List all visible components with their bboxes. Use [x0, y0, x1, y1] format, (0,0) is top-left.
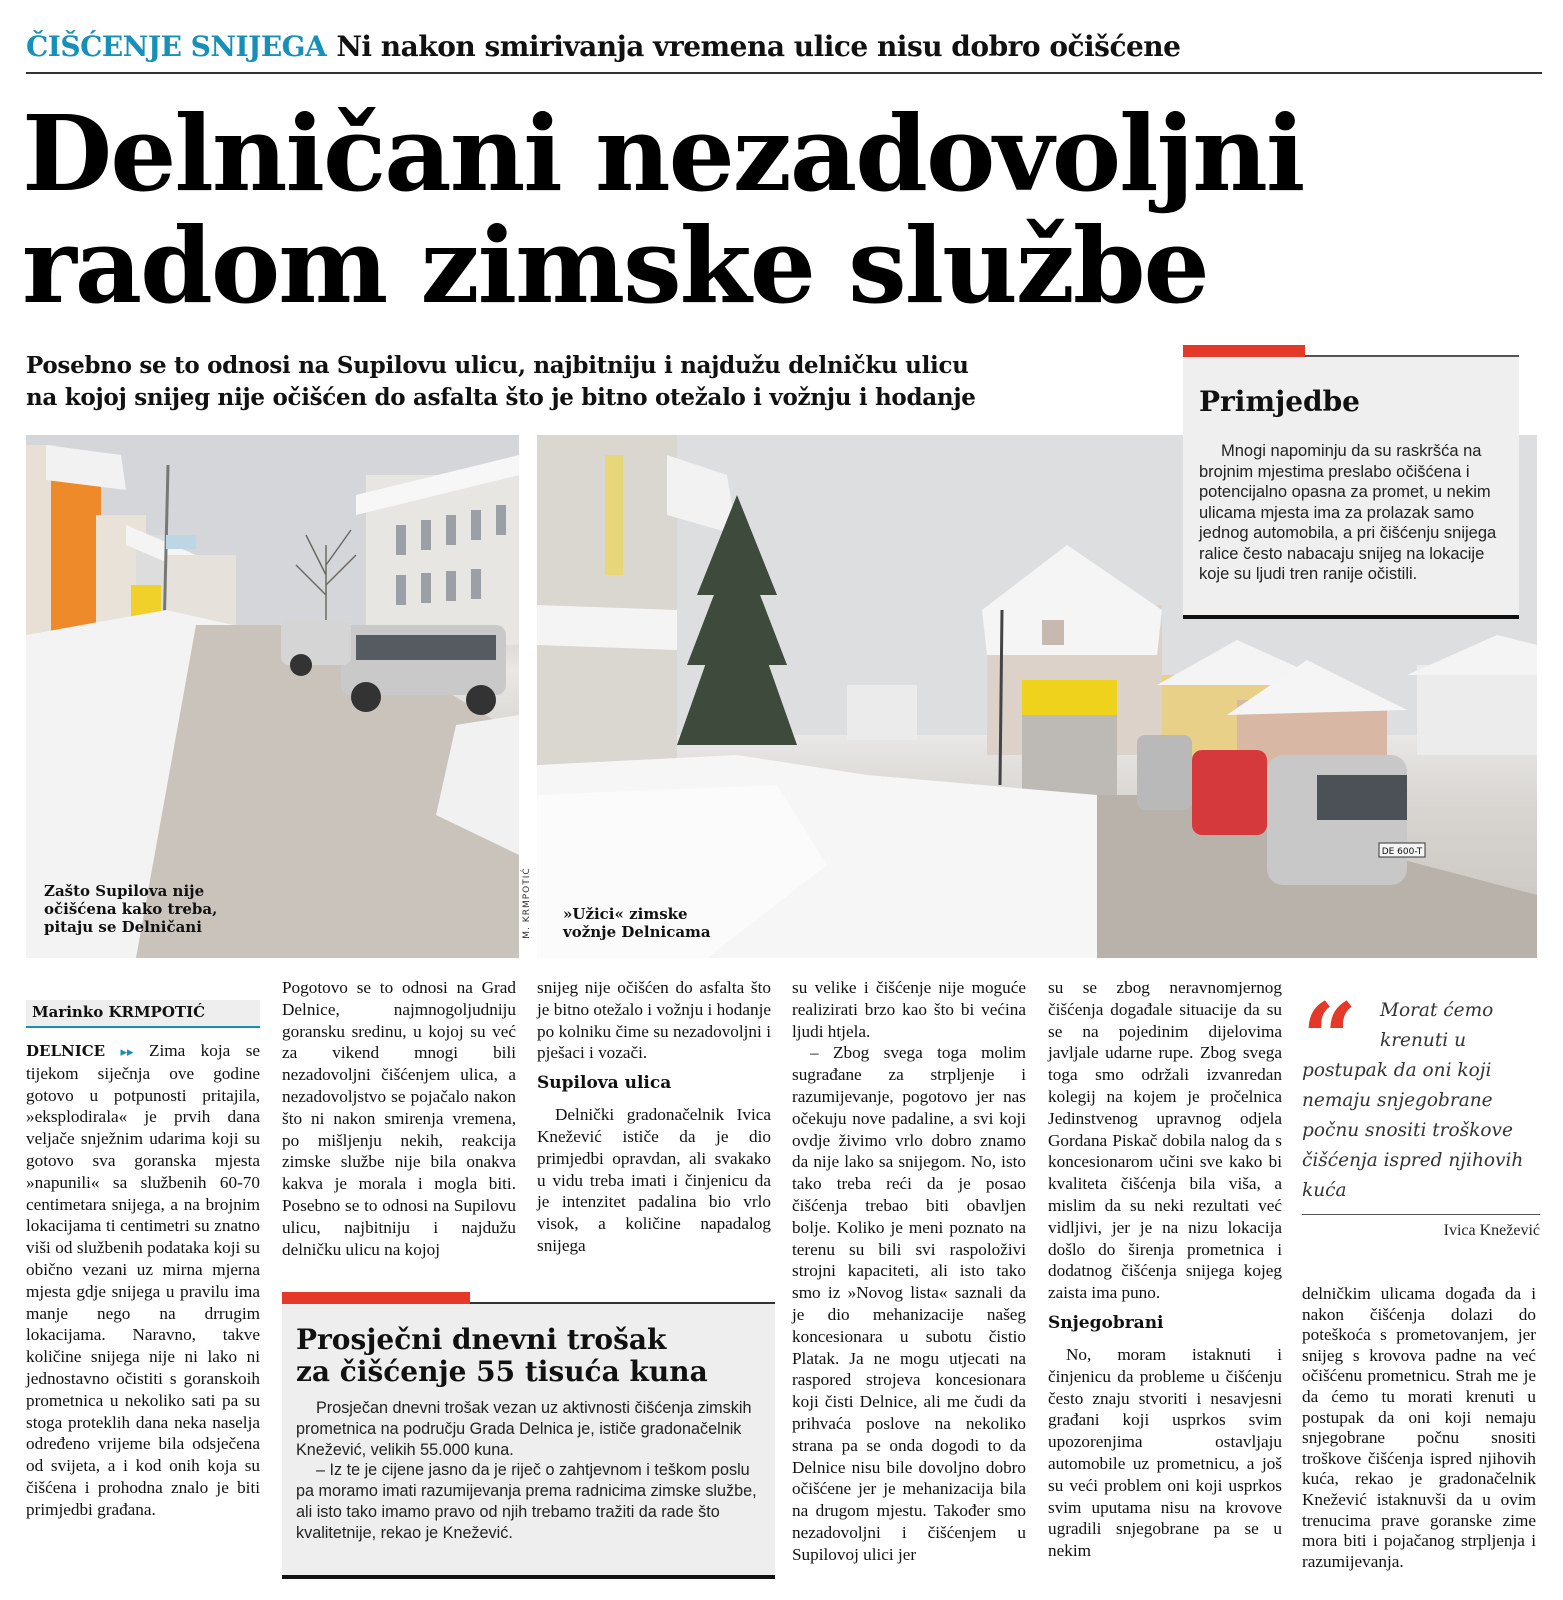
column-text: No, moram istaknuti i činjenicu da probleme u čišćenju često znaju stvoriti i nesavjesni građani koji usprkos svim upozorenjima ostavljaju automobile uz prometnicu, a još su veći problem oni koji usprkos svim uputama nisu na krovove ugradili snjegobrane pa se u nekim — [1048, 1344, 1282, 1561]
kicker-line — [26, 30, 1542, 74]
cost-box — [282, 1302, 775, 1579]
deck-line-2: na kojoj snijeg nije očišćen do asfalta što je bitno otežalo i vožnju i hodanje — [26, 384, 976, 411]
subhead-supilova: Supilova ulica — [537, 1073, 672, 1094]
cost-paragraph: – Iz te je cijene jasno da je riječ o zahtjevnom i teškom poslu pa moramo imati razumijevanja prema radnicima zimske službe, ali isto tako imamo pravo od njih trebamo tražiti da rade što kvalitetnije, rekao je Knežević. — [296, 1461, 757, 1542]
street-photo-illustration — [26, 435, 519, 958]
quote-text: Morat ćemo krenuti u postupak da oni koji nemaju snjegobrane počnu snositi troškove čišćenja ispred njihovih kuća — [1302, 1000, 1524, 1201]
article-column-6 — [1302, 1284, 1536, 1572]
sidebox-primjedbe — [1183, 355, 1519, 619]
column-text: snijeg nije očišćen do asfalta što je bitno otežalo i vožnju i hodanje po kolniku čime su nezadovoljni i pješaci i vozači. — [537, 978, 771, 1063]
column-text: Delnički gradonačelnik Ivica Knežević ističe da je dio primjedbi opravdan, ali svakako u vidu treba imati i činjenicu da je intenzitet padalina bio vrlo visok, a količine napadalog snijega — [537, 1105, 771, 1255]
quote-mark-icon: “ — [1302, 996, 1358, 1056]
column-text: – Zbog svega toga molim sugrađane za strpljenje i razumijevanje, pogotovo jer nas očekuju nove padaline, a svi koji ovdje živimo vrlo dobro znamo da nije lako sa snijegom. No, isto tako treba reći da je posao čišćenja trebao biti obavljen bolje. Koliko je meni poznato na terenu su bili svi raspoloživi strojni kapaciteti, ali isto tako smo iz »Novog lista« saznali da je dio mehanizacije našeg koncesionara u subotu čistio Platak. Ja ne mogu utjecati na raspored strojeva koncesionara koji čisti Delnice, ali me čudi da prihvaća poslove na nekoliko strana pa se onda dogodi to da Delnice nisu bile dovoljno dobro očišćene jer je mehanizacija bila na drugom mjestu. Također smo nezadovoljni i čišćenjem u Supilovoj ulici jer — [792, 1043, 1026, 1564]
red-accent-bar — [282, 1292, 470, 1304]
sidebox-text: Mnogi napominju da su raskršća na brojnim mjestima preslabo očišćena i potencijalno opasna za promet, u nekim ulicama mjesta ima za prolazak samo jednog automobila, a pri čišćenju snijega ralice često nabacaju snijeg na lokacije koje su ljudi tren ranije očistili. — [1199, 442, 1497, 583]
quote-divider — [1302, 1214, 1540, 1215]
quote-attribution: Ivica Knežević — [1443, 1222, 1540, 1239]
kicker-subtitle: Ni nakon smirivanja vremena ulice nisu dobro očišćene — [336, 30, 1181, 63]
deck — [26, 350, 1166, 414]
cost-paragraph: Prosječan dnevni trošak vezan uz aktivnosti čišćenja zimskih prometnica na području Grada Delnica je, ističe gradonačelnik Knežević, velikih 55.000 kuna. — [296, 1399, 752, 1459]
headline-line-2: radom zimske službe — [22, 204, 1208, 327]
cost-title-line: Prosječni dnevni trošak — [296, 1323, 667, 1356]
quote-body — [1302, 996, 1540, 1206]
byline — [26, 1000, 260, 1028]
article-column-3 — [537, 977, 771, 1257]
headline — [22, 92, 1542, 327]
article-column-5 — [1048, 977, 1282, 1562]
article-column-2 — [282, 977, 516, 1260]
pull-quote — [1302, 996, 1540, 1241]
cost-box-title — [296, 1324, 766, 1388]
deck-line-1: Posebno se to odnosi na Supilovu ulicu, najbitniju i najdužu delničku ulicu — [26, 352, 969, 379]
dateline: DELNICE — [26, 1042, 106, 1060]
article-column-4 — [792, 977, 1026, 1566]
cost-box-body — [296, 1398, 766, 1544]
cost-title-line: za čišćenje 55 tisuća kuna — [296, 1355, 708, 1388]
photo-caption-2 — [563, 905, 711, 941]
photo-caption-1 — [44, 882, 217, 936]
caption-line: pitaju se Delničani — [44, 918, 202, 936]
column-text: Zima koja se tijekom siječnja ove godine gotovo u potpunosti pritajila, »eksplodirala« je prvih dana veljače snježnim udarima koji su gotovo sva goranska mjesta »napunili« sa službenih 60-70 centimetara snijega, a na brojnim lokacijama ti centimetri su znatno viši od službenih podataka koji su obično vezani uz mirna mjerna mjesta gdje snijega u pravilu ima manje nego na drrugim lokacijama. Naravno, takve količine snijega nije ni lako ni jednostavno očistiti s goranskoih prometnica u nekoliko sati pa su stoga proteklih dana neka naselja određeno vrijeme bila odsječena od svijeta, a i kod onih koja su čišćena i prohodna znalo je biti primjedbi građana. — [26, 1041, 261, 1519]
article-column-1 — [26, 1040, 260, 1521]
double-chevron-icon: ▸▸ — [120, 1044, 134, 1059]
section-tag: ČIŠĆENJE SNIJEGA — [26, 30, 327, 63]
column-text: su se zbog neravnomjernog čišćenja događale situacije da su se na pojedinim dijelovima javljale udarne rupe. Zbog svega toga smo održali izvanredan kolegij na kojem je pročelnica Jedinstvenog upravnog odjela Gordana Piskač dobila nalog da s koncesionarom učini sve kako bi kvaliteta čišćenja bila viša, a mislim da su neki rezultati već vidljivi, jer je na nizu lokacija došlo do širenja prometnica i dodatnog čišćenja snijega kojeg zaista ima puno. — [1048, 978, 1282, 1303]
photo-credit-text: M. KRMPOTIĆ — [522, 867, 532, 939]
caption-line: vožnje Delnicama — [563, 923, 711, 941]
column-text: delničkim ulicama događa da i nakon čišćenja dolazi do poteškoća s prometovanjem, jer snijeg s krovova padne na već očišćenu prometnicu. Strah me je da ćemo tu morati krenuti u postupak da oni koji nemaju snjegobrane počnu snositi troškove čišćenja ispred njihovih kuća, rekao je gradonačelnik Knežević istaknuvši da u ovim trenucima prave goranske zime mora biti i pojačanog strpljenja i razumijevanja. — [1302, 1284, 1536, 1571]
column-text: su velike i čišćenje nije moguće realizirati brzo kao što bi većina ljudi htjela. — [792, 978, 1026, 1041]
caption-line: Zašto Supilova nije — [44, 882, 205, 900]
photo-supilova-street — [26, 435, 519, 958]
author-name: Marinko KRMPOTIĆ — [32, 1003, 206, 1021]
license-plate: DE 600-T — [1381, 847, 1423, 857]
column-text: Pogotovo se to odnosi na Grad Delnice, najmnogoljudniju goransku sredinu, u kojoj su već za vikend mnogi bili nezadovoljni čišćenjem ulica, a nezadovoljstvo se pojačalo nakon što ni nakon smirenja vremena, po mišljenju nekih, reakcija zimske službe nije bila onakva kakva je morala i mogla biti. Posebno se to odnosi na Supilovu ulicu, najbitniju i najdužu delničku ulicu na kojoj — [282, 978, 516, 1259]
photo-credit — [514, 862, 538, 956]
caption-line: očišćena kako treba, — [44, 900, 218, 918]
caption-line: »Užici« zimske — [563, 905, 688, 923]
subhead-snjegobrani: Snjegobrani — [1048, 1312, 1164, 1333]
headline-line-1: Delničani nezadovoljni — [22, 92, 1304, 215]
red-accent-bar — [1183, 345, 1305, 357]
sidebox-title: Primjedbe — [1199, 385, 1360, 418]
